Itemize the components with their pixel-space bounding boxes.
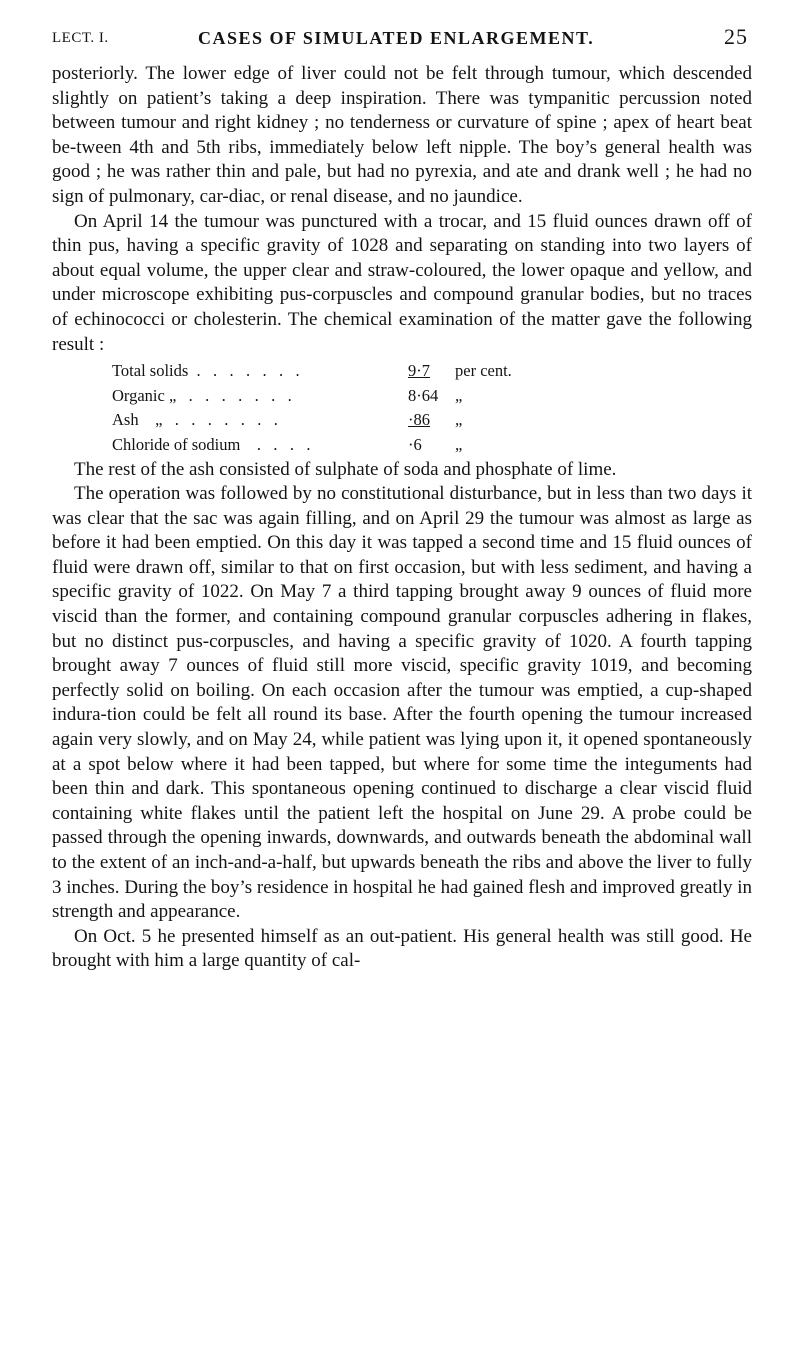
lecture-label: LECT. I. bbox=[52, 30, 109, 46]
result-row-chloride bbox=[52, 433, 752, 458]
paragraph-3: The rest of the ash consisted of sulphate of soda and phosphate of lime. bbox=[74, 458, 617, 480]
paragraph-5: On Oct. 5 he presented himself as an out-patient. His general health was still good. He brought with him a large quantity of cal- bbox=[52, 925, 752, 972]
result-value: 8·64 bbox=[408, 385, 439, 405]
paragraph-2: On April 14 the tumour was punctured with a trocar, and 15 fluid ounces drawn off of thin pus, having a specific gravity of 1028 and separating on standing into two layers of about equal volume, the upper clear and straw-coloured, the lower opaque and yellow, and under microscope exhibiting pus-corpuscles and compound granular bodies, but no traces of echinococci or cholesterin. The chemical examination of the matter gave the following result : bbox=[52, 210, 752, 355]
book-page bbox=[52, 0, 752, 974]
result-value: ·6 bbox=[408, 434, 422, 454]
result-label: Chloride of sodium . . . . bbox=[112, 434, 311, 454]
result-unit: „ bbox=[455, 410, 463, 430]
result-value: 9·7 bbox=[408, 361, 430, 381]
result-row-total-solids bbox=[52, 359, 752, 384]
result-label: Ash „ . . . . . . . bbox=[112, 410, 278, 430]
paragraph-1: posteriorly. The lower edge of liver could not be felt through tumour, which descended slightly on patient’s taking a deep inspiration. There was tympanitic percussion noted between tumour and right kidney ; no tenderness or curvature of spine ; apex of heart beat be-tween 4th and 5th ribs, immediately below left nipple. The boy’s general health was good ; he was rather thin and pale, but had no pyrexia, and ate and drank well ; he had no sign of pulmonary, car-diac, or renal disease, and no jaundice. bbox=[52, 63, 752, 207]
result-unit: „ bbox=[455, 434, 463, 454]
result-unit: „ bbox=[455, 385, 463, 405]
chemical-results-table bbox=[52, 359, 752, 457]
result-value: ·86 bbox=[408, 410, 430, 430]
result-label: Total solids . . . . . . . bbox=[112, 361, 300, 381]
result-row-organic bbox=[52, 384, 752, 409]
running-header bbox=[52, 0, 752, 62]
result-unit: per cent. bbox=[455, 361, 512, 381]
result-row-ash bbox=[52, 408, 752, 433]
paragraph-4: The operation was followed by no constitutional disturbance, but in less than two days it was clear that the sac was again filling, and on April 29 the tumour was almost as large as before it had been emptied. On this day it was tapped a second time and 15 fluid ounces of fluid were drawn off, similar to that on first occasion, but with less sediment, and having a specific gravity of 1022. On May 7 a third tapping brought away 9 ounces of fluid more viscid than the former, and containing compound granular corpuscles adhering in flakes, but no distinct pus-corpuscles, and having a specific gravity of 1020. A fourth tapping brought away 7 ounces of fluid still more viscid, specific gravity 1019, and becoming perfectly solid on boiling. On each occasion after the tumour was emptied, a cup-shaped indura-tion could be felt all round its base. After the fourth opening the tumour increased again very slowly, and on May 24, while patient was lying upon it, it opened spontaneously at a spot below where it had been tapped, but where for some time the integuments had been thin and dark. This spontaneous opening continued to discharge a clear viscid fluid containing white flakes until the patient left the hospital on June 29. A probe could be passed through the opening inwards, downwards, and outwards beneath the abdominal wall to the extent of an inch-and-a-half, but upwards beneath the ribs and above the liver to fully 3 inches. During the boy’s residence in hospital he had gained flesh and improved greatly in strength and appearance. bbox=[52, 483, 752, 923]
page-number: 25 bbox=[724, 24, 748, 49]
running-title: CASES OF SIMULATED ENLARGEMENT. bbox=[198, 28, 595, 48]
result-label: Organic „ . . . . . . . bbox=[112, 385, 292, 405]
